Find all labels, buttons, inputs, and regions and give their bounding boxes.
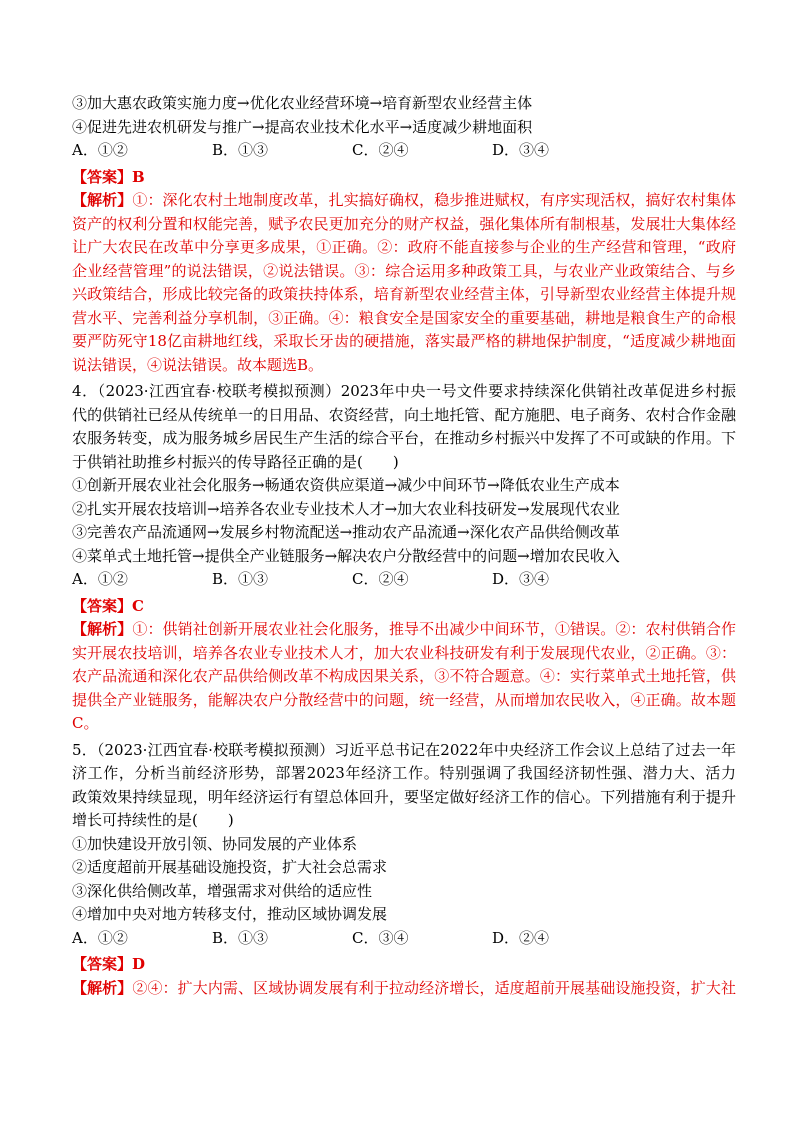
q3-analysis-line-4: 企业经营管理”的说法错误，②说法错误。③：综合运用多种政策工具，与农业产业政策结合、与乡 [72, 261, 736, 280]
q3-analysis-line-7: 要严防死守18亿亩耕地红线，采取长牙齿的硬措施，落实最严格的耕地保护制度，“适度减少耕地面 [72, 332, 736, 350]
q3-answer-label: 【答案】 [72, 167, 133, 186]
q4-analysis-line-1: 【解析】①：供销社创新开展农业社会化服务，推导不出减少中间环节，①错误。②：农村供销合作 [72, 620, 736, 638]
q4-stem-line-3: 农服务转变，成为服务城乡居民生产生活的综合平台，在推动乡村振兴中发挥了不可或缺的作用。下 [72, 429, 736, 447]
q4-choice-a: A．①② [72, 570, 128, 588]
q3-analysis-line-5: 兴政策结合，形成比较完备的政策扶持体系，培育新型农业经营主体，引导新型农业经营主体提升规 [72, 285, 736, 303]
q3-analysis-label: 【解析】 [72, 191, 133, 209]
q5-option-3: ③深化供给侧改革，增强需求对供给的适应性 [72, 881, 373, 900]
q3-answer-value: B [132, 167, 145, 186]
q3-analysis-line-1: 【解析】①：深化农村土地制度改革，扎实搞好确权，稳步推进赋权，有序实现活权，搞好农村集体 [72, 191, 736, 209]
q3-analysis-line-8: 说法错误，④说法错误。故本题选B。 [72, 355, 324, 374]
q4-choice-c: C．②④ [352, 570, 409, 588]
q4-analysis-line-5: C。 [72, 714, 99, 732]
q3-analysis-line-6: 营水平、完善利益分享机制，③正确。④：粮食安全是国家安全的重要基础，耕地是粮食生产的命根 [72, 308, 736, 327]
q3-choices [72, 139, 736, 163]
q5-choice-d: D．②④ [492, 928, 550, 947]
q4-stem-line-1: 4．（2023·江西宜春·校联考模拟预测）2023年中央一号文件要求持续深化供销社改革促进乡村振 [72, 382, 736, 400]
q4-option-3: ③完善农产品流通网→发展乡村物流配送→推动农产品流通→深化农产品供给侧改革 [72, 523, 620, 541]
q5-analysis-line-1: 【解析】②④：扩大内需、区域协调发展有利于拉动经济增长，适度超前开展基础设施投资，扩大社 [72, 978, 736, 997]
q3-option-4: ④促进先进农机研发与推广→提高农业技术化水平→适度减少耕地面积 [72, 117, 533, 136]
q4-answer-label: 【答案】 [72, 596, 133, 615]
q5-choice-c: C．③④ [352, 928, 409, 947]
q5-stem-line-4: 增长可持续性的是( ) [72, 811, 234, 829]
q3-analysis-line-3: 让广大农民在改革中分享更多成果，①正确。②：政府不能直接参与企业的生产经营和管理，“政府 [72, 238, 736, 256]
q3-choice-c: C．②④ [352, 141, 409, 159]
q3-option-3: ③加大惠农政策实施力度→优化农业经营环境→培育新型农业经营主体 [72, 94, 533, 112]
document-page [72, 92, 736, 1000]
q4-option-2: ②扎实开展农技培训→培养各农业专业技术人才→加大农业科技研发→发展现代农业 [72, 499, 620, 518]
q3-choice-b: B．①③ [212, 141, 269, 159]
q4-analysis-line-4: 提供全产业链服务，能解决农户分散经营中的问题，统一经营，从而增加农民收入，④正确。故本题 [72, 690, 736, 709]
q4-answer [72, 595, 736, 619]
q4-analysis-line-3: 农产品流通和深化农产品供给侧改革不构成因果关系，③不符合题意。④：实行菜单式土地托管，供 [72, 667, 736, 685]
q3-analysis-line-2: 资产的权利分置和权能完善，赋予农民更加充分的财产权益，强化集体所有制根基，发展壮大集体经 [72, 214, 736, 233]
q5-choice-a: A．①② [72, 928, 128, 947]
q4-answer-value: C [132, 596, 144, 615]
q5-choice-b: B．①③ [212, 928, 269, 947]
q4-stem-line-4: 于供销社助推乡村振兴的传导路径正确的是( ) [72, 452, 399, 471]
q5-option-2: ②适度超前开展基础设施投资，扩大社会总需求 [72, 858, 388, 876]
q5-stem-line-3: 政策效果持续显现，明年经济运行有望总体回升，要坚定做好经济工作的信心。下列措施有利于提升 [72, 787, 736, 806]
q3-answer [72, 166, 736, 190]
q4-stem-line-2: 代的供销社已经从传统单一的日用品、农资经营，向土地托管、配方施肥、电子商务、农村合作金融 [72, 405, 736, 424]
q5-choices [72, 927, 736, 951]
q4-analysis-line-2: 实开展农技培训，培养各农业专业技术人才，加大农业科技研发有利于发展现代农业，②正确。③： [72, 643, 736, 662]
q5-option-4: ④增加中央对地方转移支付，推动区域协调发展 [72, 905, 388, 923]
q5-answer-label: 【答案】 [72, 955, 133, 973]
q3-choice-d: D．③④ [492, 141, 550, 159]
q5-answer-value: D [132, 955, 146, 973]
q4-choice-b: B．①③ [212, 570, 269, 588]
q4-option-4: ④菜单式土地托管→提供全产业链服务→解决农户分散经营中的问题→增加农民收入 [72, 546, 620, 565]
q4-analysis-label: 【解析】 [72, 620, 133, 638]
q3-choice-a: A．①② [72, 141, 128, 159]
q5-stem-line-2: 济工作，分析当前经济形势，部署2023年经济工作。特别强调了我国经济韧性强、潜力大、活力 [72, 764, 736, 782]
q5-analysis-label: 【解析】 [72, 978, 133, 997]
q5-option-1: ①加快建设开放引领、协同发展的产业体系 [72, 834, 358, 853]
q4-choice-d: D．③④ [492, 570, 550, 588]
q5-stem-line-1: 5．（2023·江西宜春·校联考模拟预测）习近平总书记在2022年中央经济工作会议上总结了过去一年 [72, 740, 736, 759]
q4-choices [72, 568, 736, 592]
q5-answer [72, 953, 736, 977]
q4-option-1: ①创新开展农业社会化服务→畅通农资供应渠道→减少中间环节→降低农业生产成本 [72, 476, 620, 494]
